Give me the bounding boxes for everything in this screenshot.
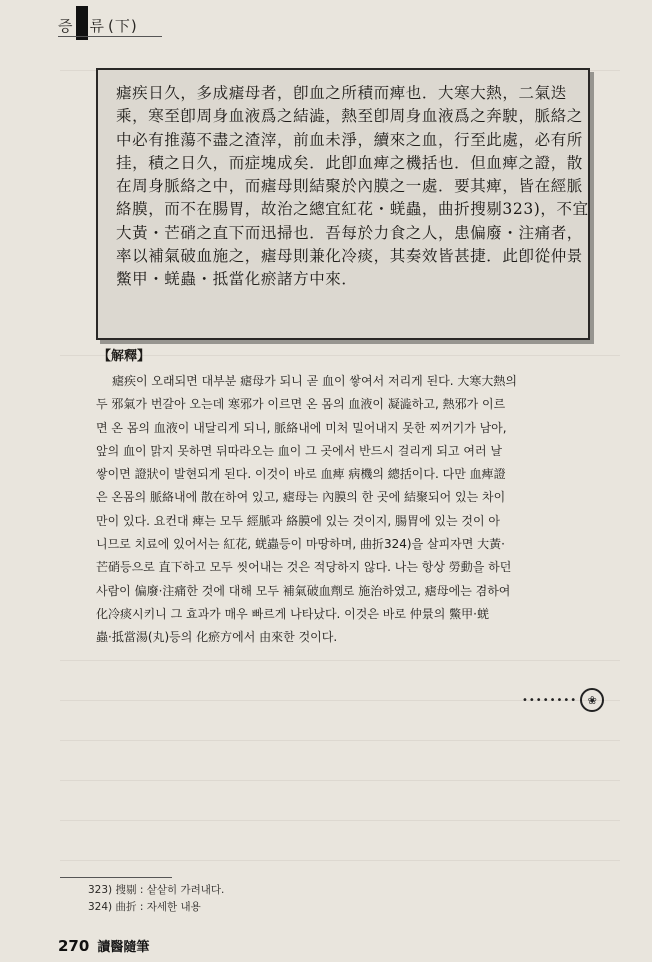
body-line: 쌓이면 證狀이 발현되게 된다. 이것이 바로 血痺 病機의 總括이다. 다만 血痺證 <box>96 467 506 482</box>
quote-line: 乘，寒至卽周身血液爲之結澁，熱至卽周身血液爲之奔駛，脈絡之 <box>116 107 583 126</box>
footnote-rule <box>60 877 172 878</box>
quote-line: 絡膜，而不在腸胃，故治之總宜紅花・蜣蟲，曲折搜剔323)，不宜 <box>116 200 589 219</box>
body-line: 은 온몸의 脈絡내에 散在하여 있고, 瘧母는 內膜의 한 곳에 結聚되어 있는 차이 <box>96 490 506 505</box>
body-line: 니므로 치료에 있어서는 紅花, 蜣蟲등이 마땅하며, 曲折324)을 살피자면 大黃· <box>96 537 505 552</box>
explanation-body <box>96 370 590 650</box>
page-footer <box>58 936 149 955</box>
body-line: 앞의 血이 맑지 못하면 뒤따라오는 血이 그 곳에서 반드시 걸리게 되고 여러 날 <box>96 443 502 458</box>
page-number: 270 <box>58 937 90 955</box>
chapter-section-tail: 류 <box>89 17 105 35</box>
quote-line: 大黃・芒硝之直下而迅掃也．吾每於力食之人，患偏廢・注痛者， <box>116 223 583 242</box>
body-line: 芒硝등으로 直下하고 모두 씻어내는 것은 적당하지 않다. 나는 항상 勞動을 하던 <box>96 560 512 575</box>
quote-line: 瘧疾日久，多成瘧母者，卽血之所積而痺也．大寒大熱，二氣迭 <box>116 84 567 102</box>
quote-line: 挂，積之日久，而症塊成矣．此卽血痺之機括也．但血痺之證，散 <box>116 153 583 172</box>
section-ornament <box>522 688 604 712</box>
footnote-item: 323) 搜剔 : 샅샅히 가려내다. <box>88 884 225 896</box>
body-line: 사람이 偏廢·注痛한 것에 대해 모두 補氣破血劑로 施治하였고, 瘧母에는 겸하여 <box>96 583 511 598</box>
body-line: 瘧疾이 오래되면 대부분 瘧母가 되니 곧 血이 쌓여서 저리게 된다. 大寒大熱의 <box>112 374 517 388</box>
footnote-item: 324) 曲折 : 자세한 내용 <box>88 901 201 913</box>
chapter-header <box>58 6 138 36</box>
header-rule <box>58 36 162 37</box>
quote-line: 率以補氣破血施之，瘧母則兼化冷痰，其奏效皆甚捷．此卽從仲景 <box>116 247 583 266</box>
body-line: 蟲·抵當湯(丸)등의 化瘀方에서 由來한 것이다. <box>96 630 338 645</box>
flower-ornament-icon: ❀ <box>580 688 604 712</box>
explanation-label: 【解釋】 <box>98 349 151 364</box>
quote-line: 鱉甲・蜣蟲・抵當化瘀諸方中來． <box>116 270 358 289</box>
quote-line: 中必有推蕩不盡之渣滓，前血未淨，續來之血，行至此處，必有所 <box>116 130 583 149</box>
body-line: 만이 있다. 요컨대 痺는 모두 經脈과 絡膜에 있는 것이지, 腸胃에 있는 것이 아 <box>96 513 501 528</box>
chapter-subsection: (下) <box>108 17 138 35</box>
body-line: 두 邪氣가 번갈아 오는데 寒邪가 이르면 온 몸의 血液이 凝澁하고, 熱邪가 이르 <box>96 397 506 412</box>
ornament-dots: •••••••• <box>522 694 578 706</box>
chapter-marker-block <box>76 6 88 40</box>
classical-text-box <box>96 68 590 340</box>
body-line: 면 온 몸의 血液이 내달리게 되니, 脈絡내에 미처 밀어내지 못한 찌꺼기가 남아, <box>96 420 507 435</box>
quote-line: 在周身脈絡之中，而瘧母則結聚於內膜之一處．要其痺，皆在經脈 <box>116 177 583 196</box>
footnotes <box>88 882 224 916</box>
book-title: 讀醫隨筆 <box>97 940 150 955</box>
body-line: 化冷痰시키니 그 효과가 매우 빠르게 나타났다. 이것은 바로 仲景의 鱉甲·蜣 <box>96 606 489 621</box>
chapter-section: 증 <box>58 17 74 35</box>
